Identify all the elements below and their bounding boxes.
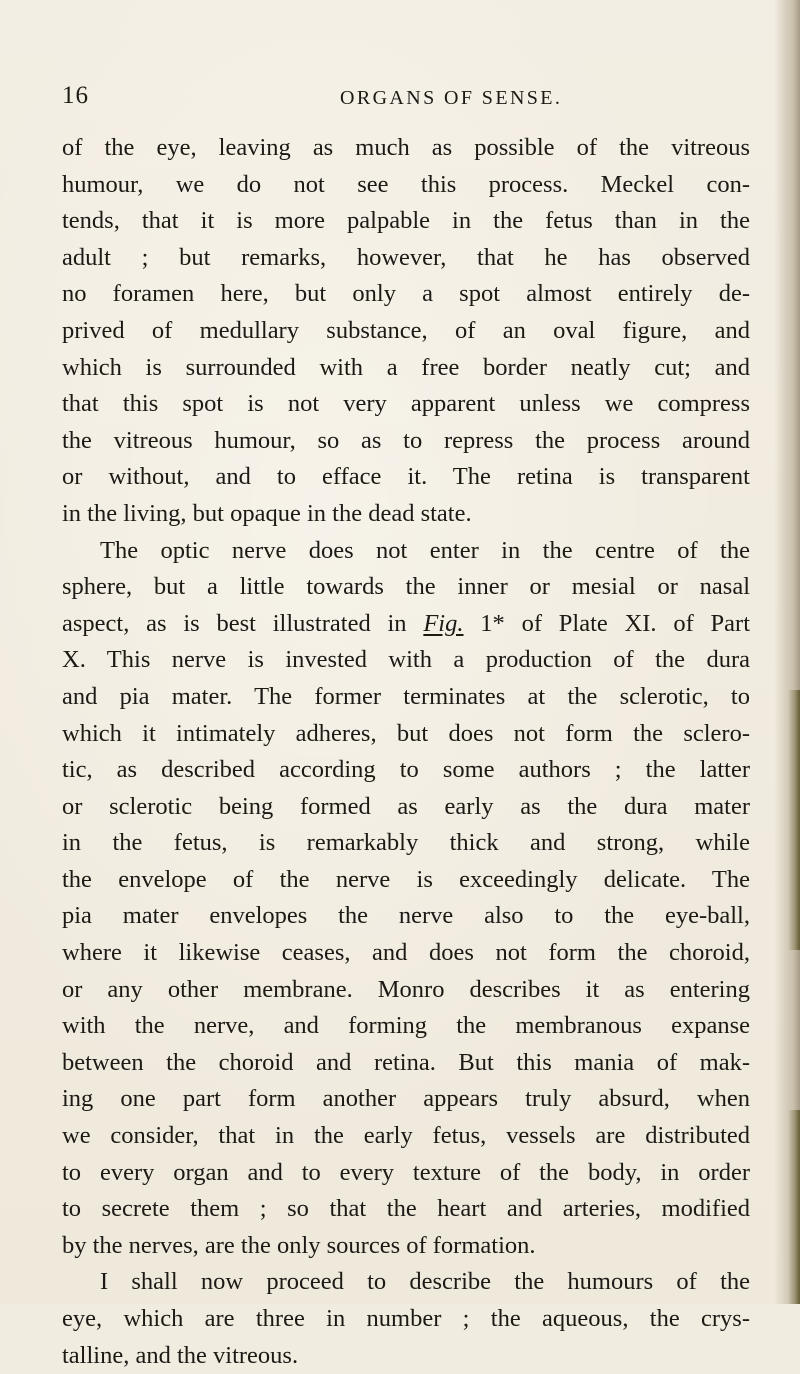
text-line: we consider, that in the early fetus, vessels are distributed — [62, 1122, 750, 1150]
text-line: tic, as described according to some authors ; the latter — [62, 756, 750, 784]
line-text-after: 1* of Plate XI. of Part — [480, 609, 751, 637]
text-line: pia mater envelopes the nerve also to the eye-ball, — [62, 902, 750, 930]
text-line: which it intimately adheres, but does not form the sclero- — [62, 719, 750, 747]
text-line: the envelope of the nerve is exceedingly delicate. The — [62, 865, 750, 893]
text-line: that this spot is not very apparent unless we compress — [62, 390, 750, 418]
text-line: eye, which are three in number ; the aqueous, the crys- — [62, 1305, 750, 1332]
text-line: tends, that it is more palpable in the fetus than in the — [62, 207, 750, 235]
page-edge-shadow — [774, 0, 800, 1304]
text-line: in the fetus, is remarkably thick and strong, while — [62, 829, 750, 857]
text-line: I shall now proceed to describe the humours of the — [100, 1268, 750, 1296]
text-line: of the eye, leaving as much as possible of the vitreous — [62, 134, 750, 161]
text-line: and pia mater. The former terminates at the sclerotic, to — [62, 682, 750, 710]
text-line: between the choroid and retina. But this mania of mak- — [62, 1048, 750, 1076]
text-line: adult ; but remarks, however, that he has observed — [62, 243, 750, 271]
body-text — [62, 130, 750, 1374]
text-line: or sclerotic being formed as early as the dura mater — [62, 792, 750, 820]
text-line: to every organ and to every texture of the body, in order — [62, 1158, 750, 1186]
text-line: or without, and to efface it. The retina is transparent — [62, 463, 750, 491]
page-header — [62, 82, 750, 116]
text-line: humour, we do not see this process. Meckel con- — [62, 170, 750, 198]
text-line: to secrete them ; so that the heart and arteries, modified — [62, 1195, 750, 1223]
text-line: talline, and the vitreous. — [62, 1341, 299, 1369]
text-line: by the nerves, are the only sources of formation. — [62, 1231, 536, 1259]
text-line: with the nerve, and forming the membranous expanse — [62, 1012, 750, 1040]
text-line: which is surrounded with a free border neatly cut; and — [62, 353, 750, 381]
text-line: in the living, but opaque in the dead state. — [62, 499, 472, 527]
page-edge-stain — [788, 1110, 800, 1304]
text-line: X. This nerve is invested with a production of the dura — [62, 646, 750, 674]
line-text-before: aspect, as is best illustrated in — [62, 609, 407, 637]
text-line: ing one part form another appears truly absurd, when — [62, 1085, 750, 1113]
page-edge-stain — [788, 690, 800, 950]
text-line: no foramen here, but only a spot almost entirely de- — [62, 280, 750, 308]
running-title: ORGANS OF SENSE. — [340, 87, 563, 109]
text-line: prived of medullary substance, of an oval figure, and — [62, 316, 750, 344]
text-line: where it likewise ceases, and does not form the choroid, — [62, 939, 750, 967]
text-line: The optic nerve does not enter in the centre of the — [100, 536, 750, 564]
text-line: the vitreous humour, so as to repress the process around — [62, 426, 750, 454]
figure-reference: Fig. — [423, 609, 464, 637]
page-number: 16 — [62, 82, 89, 109]
text-line: or any other membrane. Monro describes it as entering — [62, 975, 750, 1003]
text-line: sphere, but a little towards the inner or mesial or nasal — [62, 573, 750, 601]
text-line-with-figure-reference — [62, 606, 750, 643]
